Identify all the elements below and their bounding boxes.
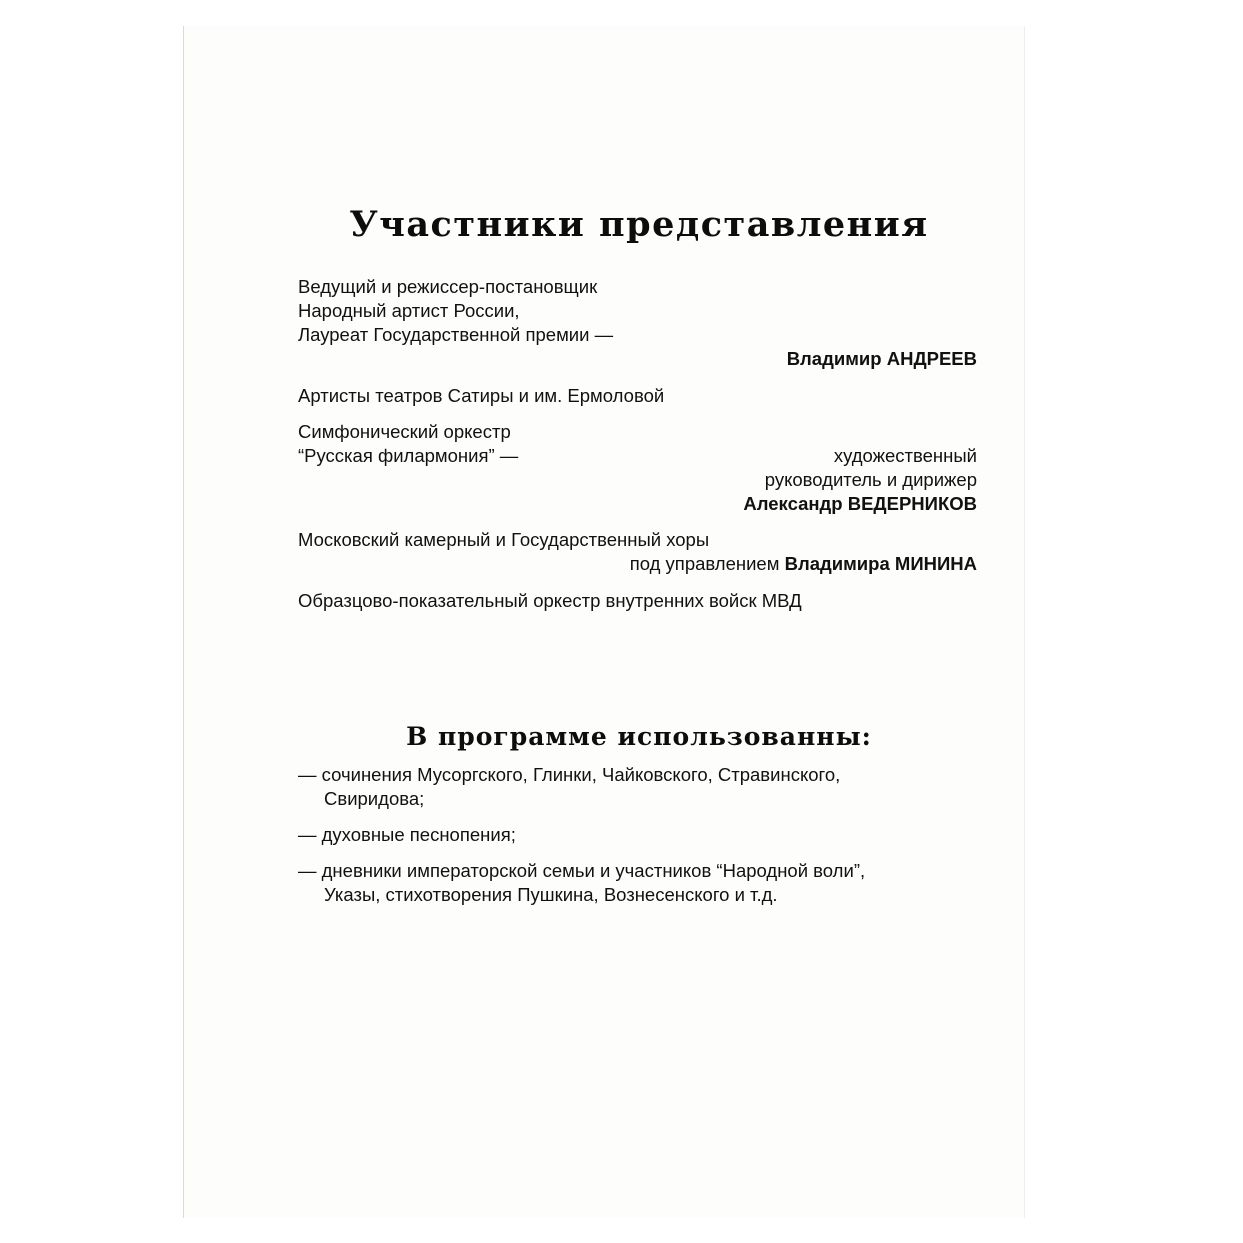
participants-heading: Участники представления bbox=[349, 204, 929, 245]
conductor-last-name: ВЕДЕРНИКОВ bbox=[847, 493, 977, 514]
host-role-line1: Ведущий и режиссер-постановщик bbox=[298, 276, 598, 297]
host-role-line2: Народный артист России, bbox=[298, 300, 520, 321]
program-heading: В программе использованны: bbox=[406, 722, 872, 751]
band-line: Образцово-показательный оркестр внутренних войск МВД bbox=[298, 590, 802, 611]
actors-line: Артисты театров Сатиры и им. Ермоловой bbox=[298, 385, 665, 406]
program-item-1-line1: — сочинения Мусоргского, Глинки, Чайковского, Стравинского, bbox=[298, 764, 841, 785]
host-role-line3: Лауреат Государственной премии — bbox=[298, 324, 614, 345]
conductor-name bbox=[500, 492, 977, 516]
host-first-name: Владимир bbox=[786, 348, 882, 369]
orchestra-role-line2: руководитель и дирижер bbox=[764, 469, 977, 490]
choirs-line1: Московский камерный и Государственный хоры bbox=[298, 529, 710, 550]
orchestra-line2: “Русская филармония” — bbox=[298, 445, 519, 466]
host-name bbox=[500, 347, 977, 371]
program-item-3-line2: Указы, стихотворения Пушкина, Вознесенского и т.д. bbox=[324, 884, 778, 905]
conductor-first-name: Александр bbox=[743, 493, 843, 514]
orchestra-role-line1: художественный bbox=[833, 445, 977, 466]
choirs-director-last-name: МИНИНА bbox=[894, 553, 977, 574]
host-last-name: АНДРЕЕВ bbox=[886, 348, 977, 369]
orchestra-line1: Симфонический оркестр bbox=[298, 421, 511, 442]
choirs-prefix: под управлением bbox=[629, 553, 780, 574]
choirs-director bbox=[500, 552, 977, 576]
program-item-1-line2: Свиридова; bbox=[324, 788, 425, 809]
choirs-director-first-name: Владимира bbox=[784, 553, 890, 574]
program-item-2-line1: — духовные песнопения; bbox=[298, 824, 516, 845]
program-item-3-line1: — дневники императорской семьи и участников “Народной воли”, bbox=[298, 860, 866, 881]
